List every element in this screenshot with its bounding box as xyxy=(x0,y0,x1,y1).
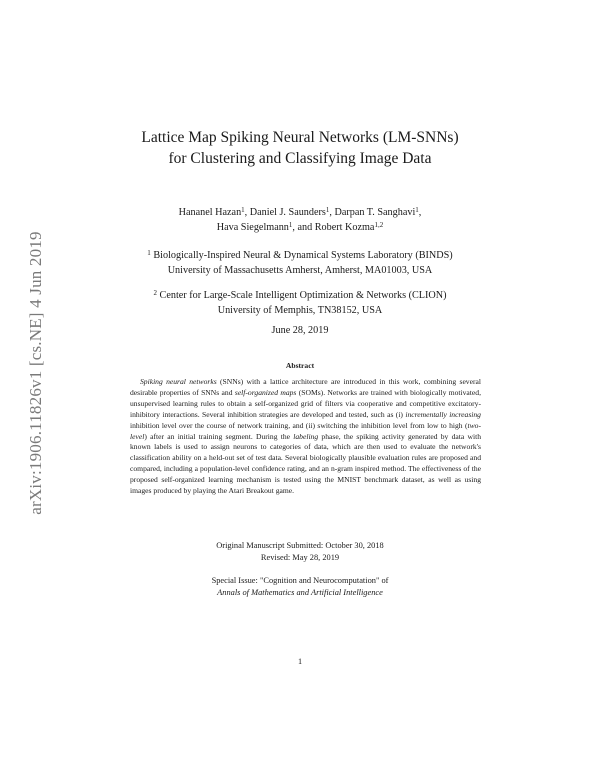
abstract-emphasis: self-organized maps xyxy=(234,387,297,397)
author-affiliation-mark: 1 xyxy=(325,206,330,214)
affiliation-address: University of Memphis, TN38152, USA xyxy=(217,305,383,316)
special-issue xyxy=(90,575,510,598)
affiliation-lab: Biologically-Inspired Neural & Dynamical Systems Laboratory (BINDS) xyxy=(153,250,453,261)
affiliation-lab: Center for Large-Scale Intelligent Optimization & Networks (CLION) xyxy=(159,290,447,301)
abstract-text: (SOMs). Networks are trained with biologically motivated, unsupervised learning rules to obtain a self-organized grid of filters via cooperative and competitive excitatory-inhibitory interactions. Several inhibition strategies are developed and tested, such as (i) xyxy=(130,387,481,419)
abstract-emphasis: incrementally increasing xyxy=(405,409,481,419)
author-name: Hananel Hazan xyxy=(178,207,242,218)
arxiv-identifier: arXiv:1906.11826v1 [cs.NE] 4 Jun 2019 xyxy=(26,231,45,515)
submitted-date: Original Manuscript Submitted: October 30, 2018 xyxy=(216,541,384,550)
title-line-2: for Clustering and Classifying Image Data xyxy=(168,150,432,167)
affiliation-address: University of Massachusetts Amherst, Amherst, MA01003, USA xyxy=(167,265,433,276)
abstract-text: (SNNs) with a lattice architecture are introduced in this work, combining several desirable properties of SNNs and xyxy=(130,377,481,397)
author-name: Daniel J. Saunders xyxy=(249,207,326,218)
author-name: Darpan T. Sanghavi xyxy=(334,207,416,218)
arxiv-sidebar xyxy=(24,176,48,570)
affiliation-2 xyxy=(90,288,510,318)
abstract-text: phase, the spiking activity generated by data with known labels is used to assign neurons to categories of data, which are then used to evaluate the network's classification ability on a held-out set of test data. Several biologically plausible evaluation rules are proposed and compared, including a population-level confidence rating, and an n-gram inspired method. The effectiveness of the proposed self-organized learning mechanism is tested using the MNIST benchmark dataset, as well as using images produced by playing the Atari Breakout game. xyxy=(130,431,481,496)
paper-date: June 28, 2019 xyxy=(271,325,329,336)
author-affiliation-mark: 1,2 xyxy=(374,221,384,229)
affiliation-1 xyxy=(90,248,510,278)
author-name: Hava Siegelmann xyxy=(216,222,289,233)
special-issue-line: Special Issue: "Cognition and Neurocomputation" of xyxy=(211,576,389,585)
paper-title xyxy=(90,127,510,169)
author-name: Robert Kozma xyxy=(314,222,375,233)
title-line-1: Lattice Map Spiking Neural Networks (LM-SNNs) xyxy=(141,129,459,146)
author-list: Hananel Hazan$^1$, Daniel J. Saunders$^1$, Darpan T. Sanghavi$^1$, Hava Siegelmann$^1$, and Robert Kozma$^{1,2}$ xyxy=(178,206,422,233)
author-affiliation-mark: 1 xyxy=(288,221,293,229)
abstract-emphasis: Spiking neural networks xyxy=(140,377,217,386)
revised-date: Revised: May 28, 2019 xyxy=(260,552,340,562)
abstract-emphasis: labeling xyxy=(293,431,319,441)
author-affiliation-mark: 1 xyxy=(415,206,419,214)
author-affiliation-mark: 1 xyxy=(241,206,245,214)
abstract-body xyxy=(130,377,481,497)
affiliation-mark: 2 xyxy=(153,289,157,297)
page-number: 1 xyxy=(297,657,303,666)
manuscript-dates xyxy=(90,540,510,563)
affiliation-mark: 1 xyxy=(147,249,151,257)
journal-name: Annals of Mathematics and Artificial Intelligence xyxy=(217,587,383,597)
abstract-heading: Abstract xyxy=(285,361,315,370)
abstract-emphasis: two-level xyxy=(130,420,481,441)
abstract-text: inhibition level over the course of network training, and (ii) switching the inhibition level from low to high ( xyxy=(130,420,468,430)
abstract-text: ) after an initial training segment. During the xyxy=(144,431,294,441)
